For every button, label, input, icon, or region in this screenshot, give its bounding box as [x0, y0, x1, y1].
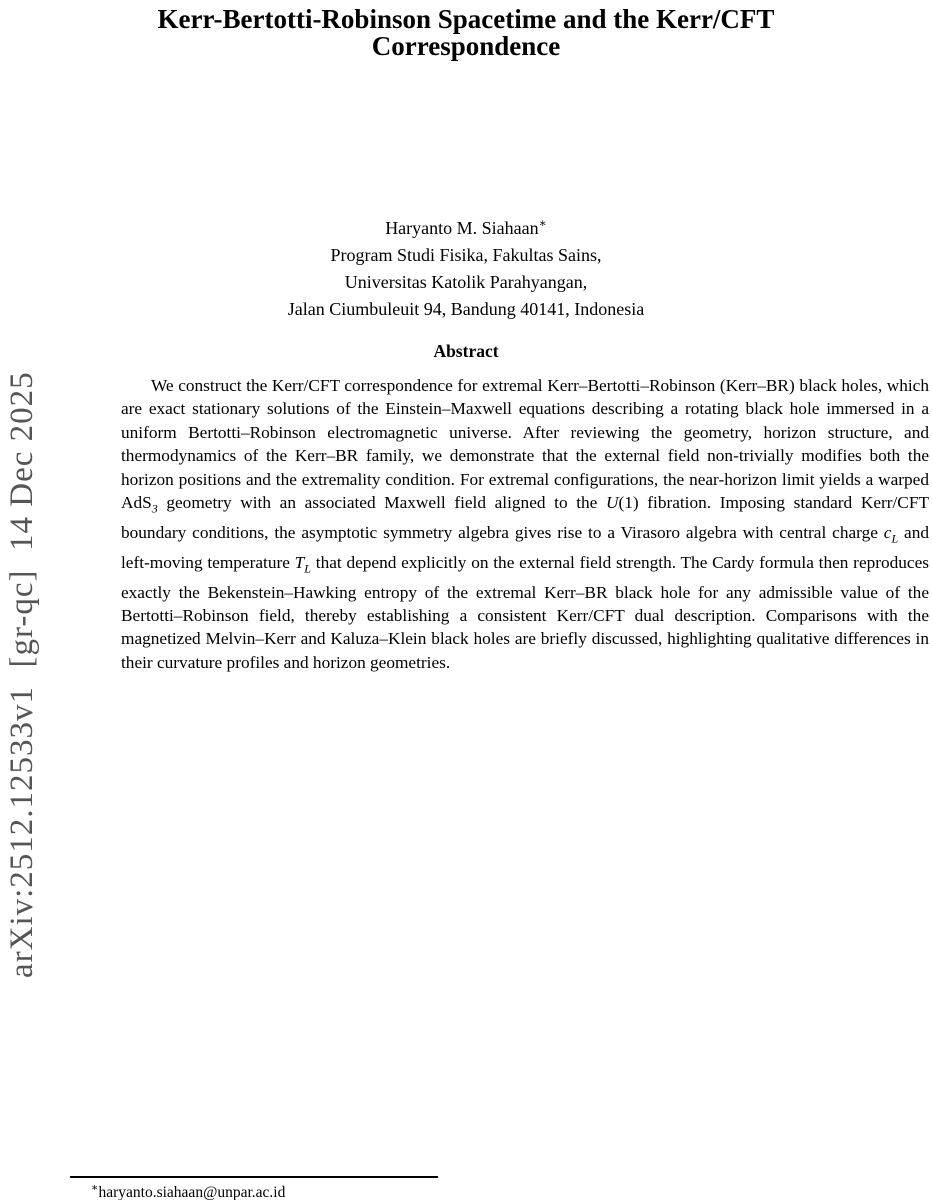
affiliation-line: Universitas Katolik Parahyangan,	[344, 272, 588, 292]
author-block	[0, 210, 932, 323]
abstract-text: We construct the Kerr/CFT correspondence for extremal Kerr–Bertotti–Robinson (Kerr–BR) black holes, which are exact stationary solutions of the Einstein–Maxwell equations describing a rotating black hole immersed in a uniform Bertotti–Robinson electromagnetic universe. After reviewing the geometry, horizon structure, and thermodynamics of the Kerr–BR family, we demonstrate that the external field non-trivially modifies both the horizon positions and the extremality condition. For extremal configurations, the near-horizon limit yields a warped AdS$_3$ geometry with an associated Maxwell field aligned to the U(1) fibration. Imposing standard Kerr/CFT boundary conditions, the asymptotic symmetry algebra gives rise to a Virasoro algebra with central charge $c_L$ and left-moving temperature $T_L$ that depend explicitly on the external field strength. The Cardy formula then reproduces exactly the Bekenstein–Hawking entropy of the extremal Kerr–BR black hole for any admissible value of the Bertotti–Robinson field, thereby establishing a consistent Kerr/CFT dual description. Comparisons with the magnetized Melvin–Kerr and Kaluza–Klein black holes are briefly discussed, highlighting qualitative differences in their curvature profiles and horizon geometries.	[121, 376, 929, 672]
arxiv-watermark: arXiv:2512.12533v1 [gr-qc] 14 Dec 2025	[4, 371, 40, 978]
author-name: Haryanto M. Siahaan	[385, 218, 539, 238]
author-line	[0, 210, 932, 242]
footnote	[91, 1181, 285, 1200]
author-footnote-marker: ∗	[538, 216, 547, 230]
affiliation-line: Jalan Ciumbuleuit 94, Bandung 40141, Indonesia	[287, 299, 645, 319]
paper-title-text: Kerr-Bertotti-Robinson Spacetime and the Kerr/CFT Correspondence	[157, 4, 775, 61]
abstract-heading: Abstract	[433, 341, 499, 361]
footnote-marker: ∗	[91, 1182, 99, 1194]
footnote-rule	[70, 1176, 438, 1178]
affiliation-line: Program Studi Fisika, Fakultas Sains,	[330, 245, 602, 265]
footnote-email: haryanto.siahaan@unpar.ac.id	[98, 1184, 286, 1200]
page-title	[0, 6, 932, 60]
